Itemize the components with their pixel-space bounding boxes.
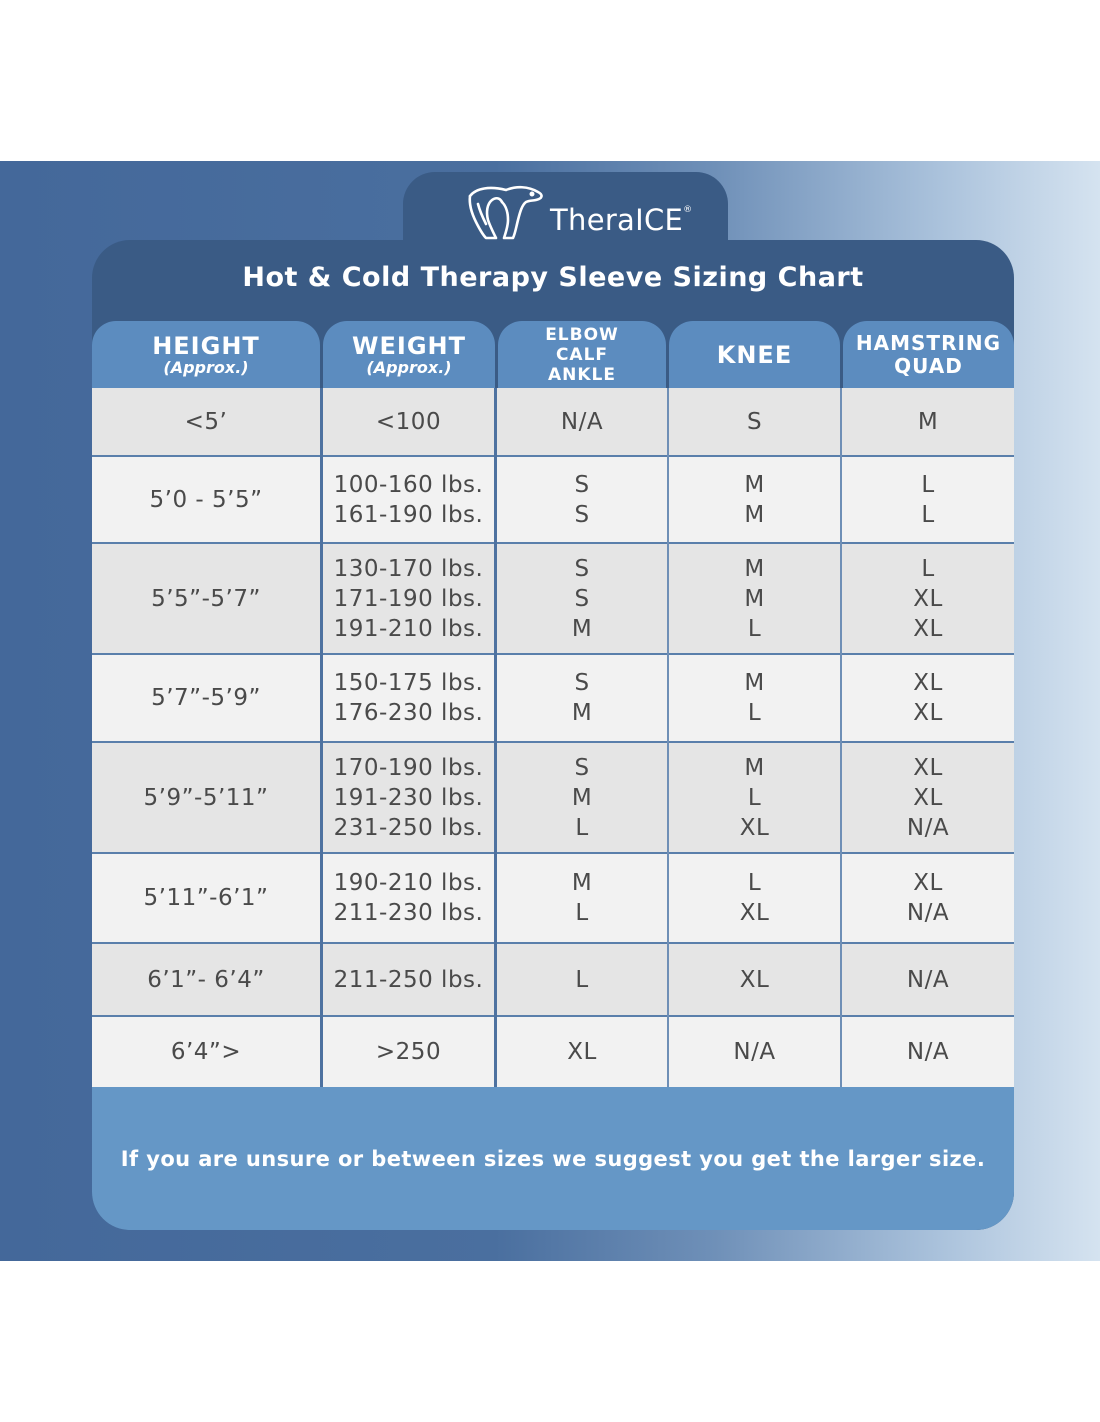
cell-line: XL xyxy=(913,700,943,726)
cell-line: M xyxy=(571,615,593,642)
cell-line: N/A xyxy=(733,1038,776,1065)
table-row xyxy=(92,388,1014,456)
cell-line: 6’4”> xyxy=(170,1038,242,1065)
cell-line: L xyxy=(575,814,589,841)
cell-line: M xyxy=(744,585,765,612)
cell-line: XL xyxy=(913,784,943,811)
column-divider xyxy=(494,388,497,1087)
row-divider xyxy=(92,741,1014,743)
cell-line: M xyxy=(744,555,765,582)
cell-line: XL xyxy=(913,670,943,696)
table-row xyxy=(92,654,1014,742)
cell-line: N/A xyxy=(906,966,950,993)
brand-name: TheraICE xyxy=(550,203,684,237)
cell-line: 171-190 lbs. xyxy=(333,585,484,612)
cell-knee xyxy=(669,456,840,543)
header-hamstring-label: HAMSTRING xyxy=(855,330,1002,355)
cell-line: L xyxy=(747,700,762,726)
cell-line: L xyxy=(921,555,935,582)
cell-line: N/A xyxy=(906,900,950,926)
header-weight-label: WEIGHT xyxy=(352,331,466,360)
header-weight xyxy=(323,321,495,388)
cell-hamstring-quad xyxy=(842,456,1014,543)
cell-line: L xyxy=(575,966,589,993)
table-row xyxy=(92,742,1014,853)
chart-title: Hot & Cold Therapy Sleeve Sizing Chart xyxy=(242,262,864,293)
cell-weight xyxy=(323,742,494,853)
header-height-label: HEIGHT xyxy=(152,331,260,360)
cell-hamstring-quad xyxy=(842,654,1014,742)
cell-line: 5’5”-5’7” xyxy=(151,585,261,612)
cell-line: 5’0 - 5’5” xyxy=(149,486,263,513)
cell-line: M xyxy=(744,754,765,781)
cell-line: 191-230 lbs. xyxy=(333,784,484,811)
brand-logo xyxy=(466,182,692,242)
cell-weight xyxy=(323,654,494,742)
table-header xyxy=(92,321,1014,388)
table-body xyxy=(92,388,1014,1087)
cell-line: S xyxy=(574,754,590,781)
header-height-sub: (Approx.) xyxy=(163,357,249,377)
cell-elbow-calf-ankle xyxy=(497,388,667,456)
cell-knee xyxy=(669,853,840,943)
cell-line: XL xyxy=(913,870,943,896)
cell-line: <100 xyxy=(375,409,442,435)
cell-weight xyxy=(323,943,494,1016)
cell-line: L xyxy=(921,501,935,528)
cell-line: 5’11”-6’1” xyxy=(143,885,269,911)
cell-hamstring-quad xyxy=(842,1016,1014,1087)
cell-line: S xyxy=(574,670,590,696)
row-divider xyxy=(92,852,1014,854)
cell-line: 170-190 lbs. xyxy=(333,754,484,781)
cell-knee xyxy=(669,543,840,654)
cell-line: 161-190 lbs. xyxy=(333,501,484,528)
cell-height xyxy=(92,456,330,543)
header-quad-label: QUAD xyxy=(894,353,963,378)
cell-elbow-calf-ankle xyxy=(497,943,667,1016)
cell-knee xyxy=(669,1016,840,1087)
cell-line: XL xyxy=(913,754,943,781)
cell-elbow-calf-ankle xyxy=(497,654,667,742)
row-divider xyxy=(92,1015,1014,1017)
header-knee-label: KNEE xyxy=(716,340,793,369)
row-divider xyxy=(92,455,1014,457)
cell-hamstring-quad xyxy=(842,943,1014,1016)
header-ankle-label: ANKLE xyxy=(547,364,616,385)
cell-elbow-calf-ankle xyxy=(497,456,667,543)
cell-line: 5’9”-5’11” xyxy=(143,784,269,811)
cell-line: M xyxy=(917,409,939,435)
cell-line: S xyxy=(574,585,590,612)
cell-line: 150-175 lbs. xyxy=(333,670,484,696)
cell-line: S xyxy=(574,555,590,582)
cell-weight xyxy=(323,543,494,654)
header-weight-sub: (Approx.) xyxy=(366,357,452,377)
cell-height xyxy=(92,742,330,853)
cell-line: 6’1”- 6’4” xyxy=(147,966,265,993)
cell-line: >250 xyxy=(375,1038,442,1065)
cell-line: M xyxy=(571,784,593,811)
cell-line: M xyxy=(571,870,593,896)
header-hamstring-quad xyxy=(843,321,1014,388)
cell-line: 5’7”-5’9” xyxy=(151,685,261,711)
cell-line: 211-230 lbs. xyxy=(333,900,484,926)
footer-note: If you are unsure or between sizes we suggest you get the larger size. xyxy=(120,1146,986,1171)
cell-line: L xyxy=(747,615,762,642)
row-divider xyxy=(92,653,1014,655)
cell-elbow-calf-ankle xyxy=(497,742,667,853)
cell-line: S xyxy=(746,409,763,435)
cell-elbow-calf-ankle xyxy=(497,543,667,654)
cell-knee xyxy=(669,388,840,456)
column-divider xyxy=(320,388,323,1087)
cell-line: N/A xyxy=(560,409,604,435)
cell-line: 190-210 lbs. xyxy=(333,870,484,896)
cell-line: XL xyxy=(913,585,943,612)
cell-hamstring-quad xyxy=(842,742,1014,853)
cell-hamstring-quad xyxy=(842,543,1014,654)
cell-height xyxy=(92,543,330,654)
cell-line: XL xyxy=(739,814,770,841)
table-row xyxy=(92,1016,1014,1087)
cell-knee xyxy=(669,742,840,853)
cell-line: 231-250 lbs. xyxy=(333,814,484,841)
cell-height xyxy=(92,943,330,1016)
table-row xyxy=(92,853,1014,943)
row-divider xyxy=(92,942,1014,944)
cell-elbow-calf-ankle xyxy=(497,853,667,943)
cell-line: M xyxy=(744,471,765,498)
cell-height xyxy=(92,654,330,742)
cell-hamstring-quad xyxy=(842,388,1014,456)
cell-line: S xyxy=(574,501,590,528)
cell-height xyxy=(92,1016,330,1087)
cell-line: L xyxy=(921,471,935,498)
trademark-mark: ® xyxy=(683,205,693,215)
cell-line: M xyxy=(744,670,765,696)
header-height xyxy=(92,321,320,388)
header-calf-label: CALF xyxy=(555,344,609,365)
cell-hamstring-quad xyxy=(842,853,1014,943)
cell-line: 211-250 lbs. xyxy=(333,966,484,993)
cell-line: L xyxy=(747,784,762,811)
cell-line: M xyxy=(571,700,593,726)
cell-line: S xyxy=(574,471,590,498)
cell-line: <5’ xyxy=(184,409,228,435)
cell-elbow-calf-ankle xyxy=(497,1016,667,1087)
column-divider xyxy=(840,388,842,1087)
cell-line: 176-230 lbs. xyxy=(333,700,484,726)
cell-line: L xyxy=(575,900,589,926)
footer-note-panel xyxy=(92,1087,1014,1230)
cell-line: 100-160 lbs. xyxy=(333,471,484,498)
cell-line: XL xyxy=(739,900,770,926)
cell-line: N/A xyxy=(906,814,950,841)
column-divider xyxy=(667,388,669,1087)
header-elbow-label: ELBOW xyxy=(545,324,619,345)
polar-bear-icon xyxy=(466,182,546,242)
header-elbow-calf-ankle xyxy=(498,321,666,388)
cell-line: L xyxy=(747,870,762,896)
row-divider xyxy=(92,542,1014,544)
cell-line: 191-210 lbs. xyxy=(333,615,484,642)
cell-line: XL xyxy=(913,615,943,642)
sizing-chart-card xyxy=(92,240,1014,1230)
cell-weight xyxy=(323,853,494,943)
cell-knee xyxy=(669,943,840,1016)
header-knee xyxy=(669,321,840,388)
table-row xyxy=(92,943,1014,1016)
cell-weight xyxy=(323,388,494,456)
cell-height xyxy=(92,388,330,456)
cell-weight xyxy=(323,1016,494,1087)
cell-line: 130-170 lbs. xyxy=(333,555,484,582)
table-row xyxy=(92,543,1014,654)
table-row xyxy=(92,456,1014,543)
cell-knee xyxy=(669,654,840,742)
cell-line: XL xyxy=(739,966,770,993)
cell-height xyxy=(92,853,330,943)
cell-line: N/A xyxy=(906,1038,950,1065)
cell-weight xyxy=(323,456,494,543)
cell-line: XL xyxy=(567,1038,597,1065)
cell-line: M xyxy=(744,501,765,528)
